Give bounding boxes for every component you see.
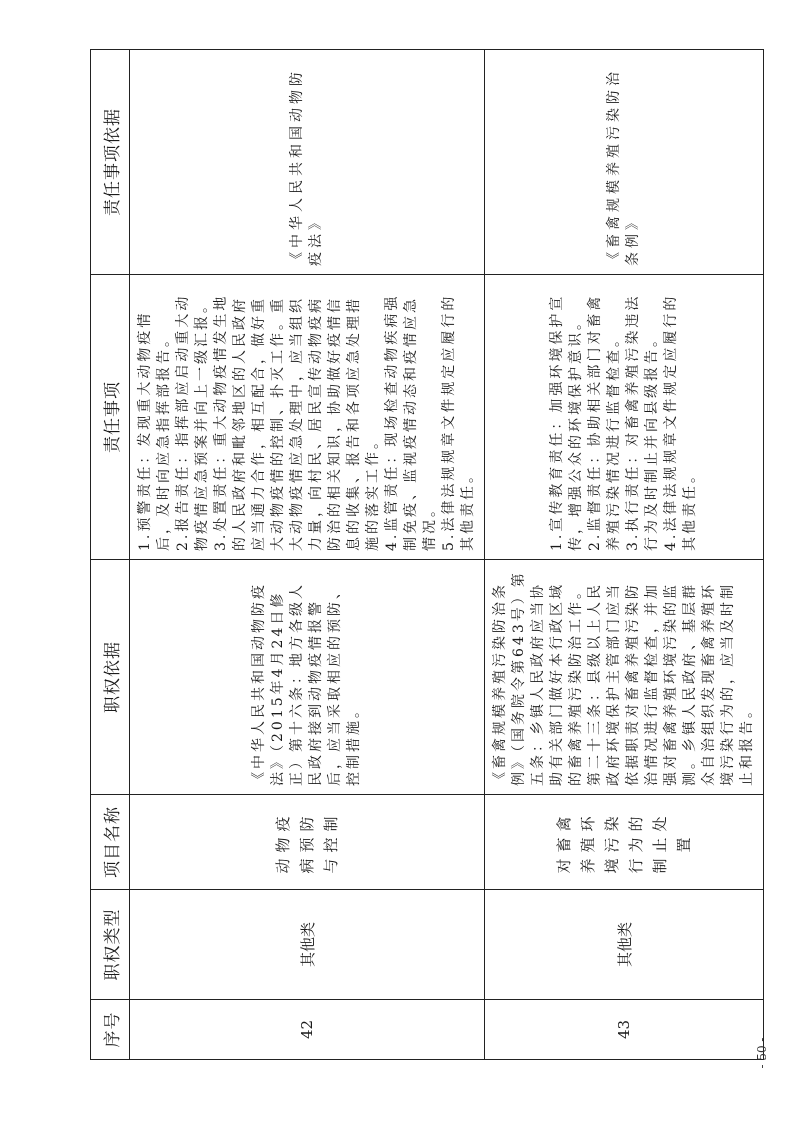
duty-item: 1.宣传教育责任：加强环境保护宣传，增强公众的环境保护意识。 (549, 293, 584, 551)
header-seq: 序号 (91, 1000, 130, 1060)
table-header-row (91, 50, 130, 1060)
duty-item: 2.报告责任：指挥部应启动重大动物疫情应急预案并向上一级汇报。 (175, 293, 210, 551)
table-row (130, 50, 485, 1060)
duty-item: 4.法律法规规章文件规定应履行的其他责任。 (663, 293, 698, 551)
row-duties (485, 275, 764, 560)
table-row (485, 50, 764, 1060)
duty-item: 3.执行责任：对畜禽养殖污染违法行为及时制止并向县级报告。 (625, 293, 660, 551)
header-type: 职权类型 (91, 890, 130, 1000)
duty-item: 2.监督责任：协助相关部门对畜禽养殖污染情况进行监督检查。 (587, 293, 622, 551)
row-type: 其他类 (485, 890, 764, 1000)
rotated-table-wrapper (90, 50, 760, 1060)
header-name: 项目名称 (91, 795, 130, 890)
header-duties: 责任事项 (91, 275, 130, 560)
duty-item: 3.处置责任：重大动物疫情发生地的人民政府和毗邻地区的人民政府应当通力合作，相互配合，做好重大动物疫情的控制、扑灭工作。重大动物疫情应急处理中，应当组织力量，向村民、居民宣传动物疫病防治的相关知识，协助做好疫情信息的收集、报告和各项应急处理措施的落实工作。 (213, 293, 381, 551)
duty-item: 1.预警责任：发现重大动物疫情后，及时向应急指挥部报告。 (137, 310, 172, 551)
row-project-name: 动物疫病预防与控制 (130, 795, 485, 890)
duty-item: 4.监管责任：现场检查动物疾病强制免疫、监视疫情动态和疫情应急情况。 (384, 293, 438, 551)
duty-item: 5.法律法规规章文件规定应履行的其他责任。 (441, 293, 476, 551)
row-duty-basis: 《中华人民共和国动物防疫法》 (130, 50, 485, 275)
row-project-name: 对畜禽养殖环境污染行为的制止处置 (485, 795, 764, 890)
page-number: - 50 - (755, 1037, 769, 1069)
row-duties (130, 275, 485, 560)
row-seq: 43 (485, 1000, 764, 1060)
header-basis: 职权依据 (91, 560, 130, 795)
row-seq: 42 (130, 1000, 485, 1060)
row-authority-basis: 《中华人民共和国动物防疫法》（2015年4月24日修正）第十六条：地方各级人民政府接到动物疫情报警后，应当采取相应的预防、控制措施。 (130, 560, 485, 795)
row-duty-basis: 《畜禽规模养殖污染防治条例》 (485, 50, 764, 275)
row-authority-basis: 《畜禽规模养殖污染防治条例》（国务院令第643号）第五条：乡镇人民政府应当协助有关部门做好本行政区域的畜禽养殖污染防治工作。第二十三条：县级以上人民政府环境保护主管部门应当依据职责对畜禽养殖污染防治情况进行监督检查，并加强对畜禽养殖环境污染的监测。乡镇人民政府、基层群众自治组织发现畜禽养殖环境污染行为的，应当及时制止和报告。 (485, 560, 764, 795)
row-type: 其他类 (130, 890, 485, 1000)
header-duty-basis: 责任事项依据 (91, 50, 130, 275)
duty-table (90, 49, 764, 1060)
